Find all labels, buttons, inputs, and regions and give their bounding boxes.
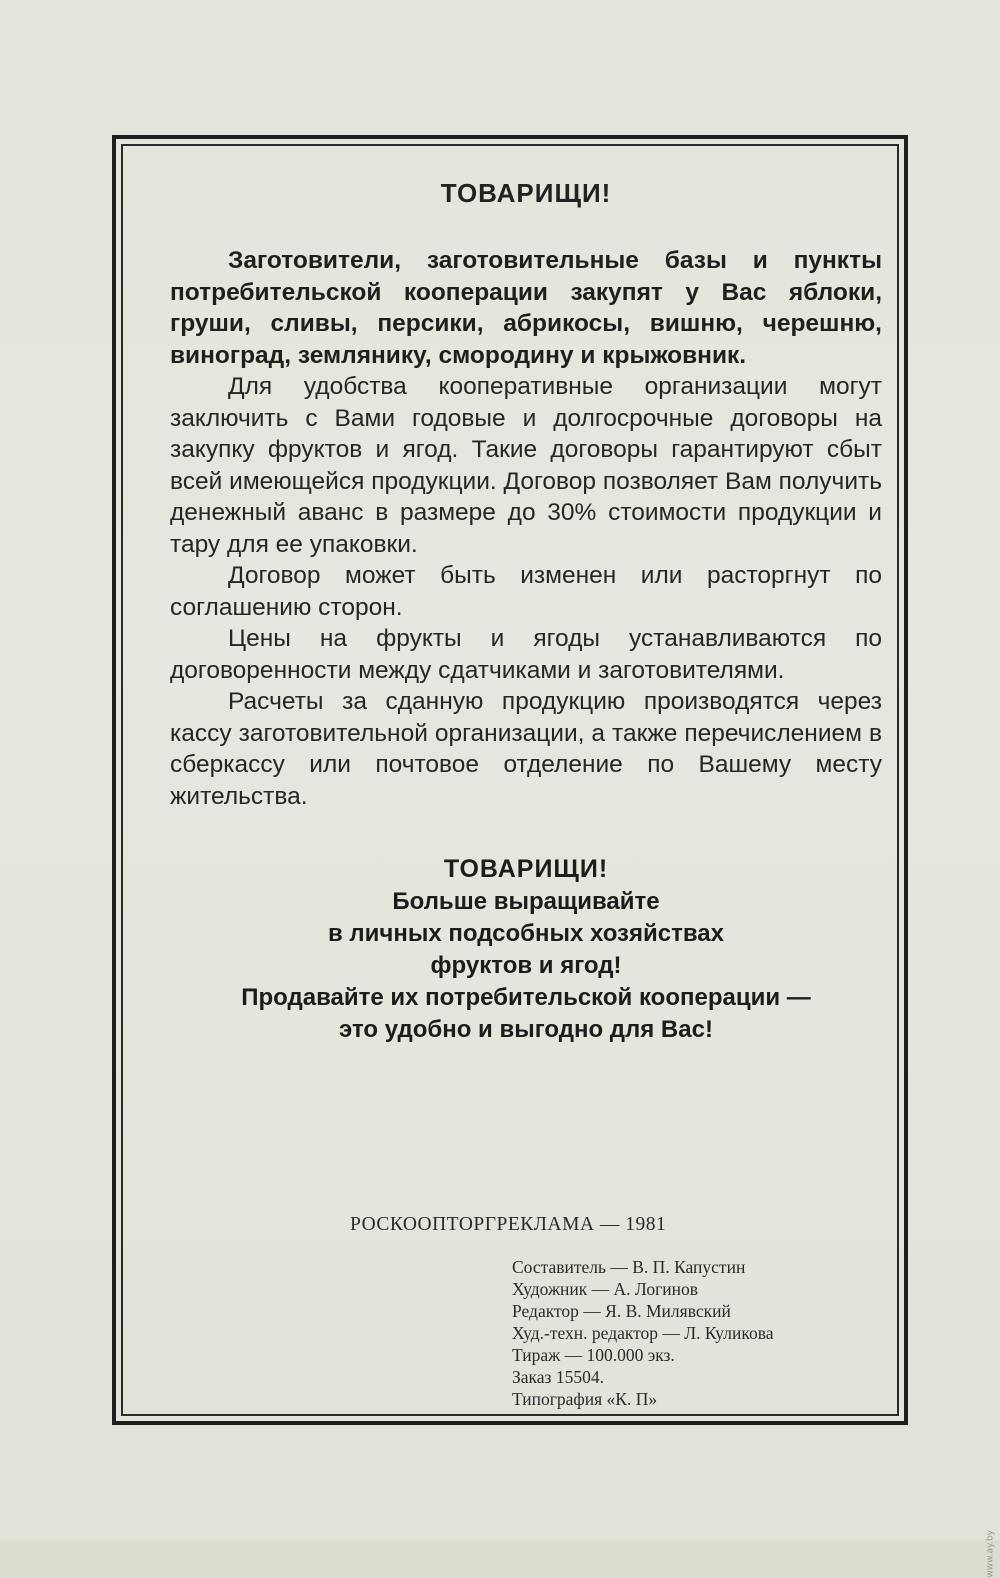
credit-artist: Художник — А. Логинов: [512, 1278, 872, 1300]
paragraph-payments: Расчеты за сданную продукцию производятся через кассу заготовительной организации, а также перечислением в сберкассу или почтовое отделение по Вашему месту жительства.: [170, 686, 882, 812]
appeal-heading: ТОВАРИЩИ!: [170, 852, 882, 886]
paragraph-contracts: Для удобства кооперативные организации могут заключить с Вами годовые и долгосрочные договоры на закупку фруктов и ягод. Такие договоры гарантируют сбыт всей имеющейся продукции. Договор позволяет Вам получить денежный аванс в размере до 30% стоимости продукции и тару для ее упаковки.: [170, 371, 882, 560]
appeal-line: в личных подсобных хозяйствах: [170, 918, 882, 950]
appeal-line: это удобно и выгодно для Вас!: [170, 1014, 882, 1046]
appeal-line: Продавайте их потребительской кооперации —: [170, 982, 882, 1014]
credit-compiler: Составитель — В. П. Капустин: [512, 1256, 872, 1278]
lead-paragraph: Заготовители, заготовительные базы и пункты потребительской кооперации закупят у Вас яблоки, груши, сливы, персики, абрикосы, вишню, черешню, виноград, землянику, смородину и крыжовник.: [170, 245, 882, 371]
watermark: [986, 1530, 996, 1578]
credits-block: [512, 1256, 872, 1410]
paragraph-contract-change: Договор может быть изменен или расторгнут по соглашению сторон.: [170, 560, 882, 623]
appeal-line: фруктов и ягод!: [170, 950, 882, 982]
appeal-line: Больше выращивайте: [170, 886, 882, 918]
credit-order: Заказ 15504.: [512, 1366, 872, 1388]
leaflet-content: [170, 170, 882, 1046]
paragraph-prices: Цены на фрукты и ягоды устанавливаются по договоренности между сдатчиками и заготовителями.: [170, 623, 882, 686]
credit-tech-editor: Худ.-техн. редактор — Л. Куликова: [512, 1322, 872, 1344]
publisher-line: РОСКООПТОРГРЕКЛАМА — 1981: [350, 1214, 750, 1236]
credit-editor: Редактор — Я. В. Милявский: [512, 1300, 872, 1322]
credit-printing-house: Типография «К. П»: [512, 1388, 872, 1410]
credit-print-run: Тираж — 100.000 экз.: [512, 1344, 872, 1366]
closing-appeal: [170, 852, 882, 1046]
leaflet-title: ТОВАРИЩИ!: [170, 178, 882, 209]
